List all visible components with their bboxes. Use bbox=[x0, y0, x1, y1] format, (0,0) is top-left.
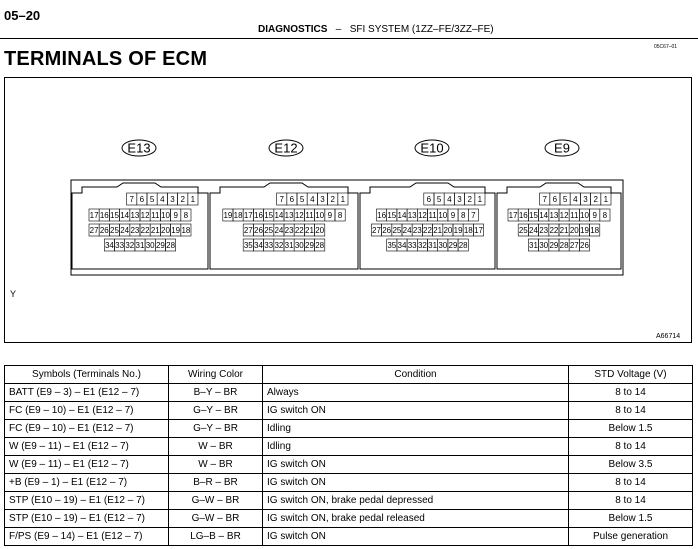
terminal-pin-number: 22 bbox=[140, 226, 150, 235]
terminal-pin-number: 27 bbox=[569, 241, 579, 250]
terminal-pin-number: 32 bbox=[274, 241, 284, 250]
terminal-pin-number: 30 bbox=[539, 241, 549, 250]
wiring-color-cell: B–R – BR bbox=[169, 474, 263, 492]
terminal-symbol-cell: STP (E10 – 19) – E1 (E12 – 7) bbox=[5, 510, 169, 528]
terminal-pin-number: 28 bbox=[458, 241, 468, 250]
condition-cell: Idling bbox=[263, 420, 569, 438]
terminal-pin-number: 12 bbox=[559, 211, 569, 220]
terminal-pin-number: 20 bbox=[443, 226, 453, 235]
terminal-pin-number: 22 bbox=[549, 226, 559, 235]
connector-label: E10 bbox=[420, 140, 444, 156]
terminal-pin-number: 28 bbox=[315, 241, 325, 250]
std-voltage-cell: Below 3.5 bbox=[569, 456, 693, 474]
terminal-pin-number: 21 bbox=[305, 226, 314, 235]
std-voltage-cell: 8 to 14 bbox=[569, 402, 693, 420]
terminal-pin-number: 17 bbox=[243, 211, 253, 220]
terminal-pin-number: 13 bbox=[130, 211, 140, 220]
figure-code: 05C67–01 bbox=[654, 44, 678, 50]
col-header-voltage: STD Voltage (V) bbox=[569, 366, 693, 384]
condition-cell: IG switch ON, brake pedal depressed bbox=[263, 492, 569, 510]
terminal-pin-number: 2 bbox=[180, 195, 185, 204]
terminal-pin-number: 7 bbox=[129, 195, 134, 204]
terminal-pin-number: 25 bbox=[110, 226, 119, 235]
terminal-pin-number: 29 bbox=[305, 241, 314, 250]
terminal-pin-number: 15 bbox=[264, 211, 274, 220]
wiring-color-cell: G–W – BR bbox=[169, 492, 263, 510]
terminal-pin-number: 28 bbox=[559, 241, 569, 250]
terminal-pin-number: 18 bbox=[181, 226, 191, 235]
std-voltage-cell: Pulse generation bbox=[569, 528, 693, 546]
terminal-pin-number: 34 bbox=[397, 241, 407, 250]
terminal-pin-number: 16 bbox=[254, 211, 263, 220]
terminal-pin-number: 15 bbox=[529, 211, 538, 220]
terminal-pin-number: 18 bbox=[590, 226, 600, 235]
terminal-pin-number: 16 bbox=[99, 211, 109, 220]
terminal-pin-number: 9 bbox=[450, 211, 456, 220]
connector-label: E13 bbox=[127, 140, 151, 156]
col-header-wiring: Wiring Color bbox=[169, 366, 263, 384]
section-header bbox=[258, 24, 494, 35]
terminal-pin-number: 26 bbox=[254, 226, 263, 235]
terminal-pin-number: 3 bbox=[320, 195, 325, 204]
terminal-pin-number: 29 bbox=[448, 241, 458, 250]
terminal-pin-number: 10 bbox=[580, 211, 589, 220]
terminal-pin-number: 6 bbox=[289, 195, 295, 204]
terminal-pin-number: 17 bbox=[474, 226, 483, 235]
table-row bbox=[5, 528, 693, 546]
terminal-pin-number: 8 bbox=[602, 211, 608, 220]
terminal-pin-number: 14 bbox=[120, 211, 130, 220]
terminal-pin-number: 24 bbox=[120, 226, 130, 235]
terminal-pin-number: 4 bbox=[573, 195, 578, 204]
terminal-symbol-cell: BATT (E9 – 3) – E1 (E12 – 7) bbox=[5, 384, 169, 402]
diagram-side-label: Y bbox=[10, 289, 17, 299]
terminal-pin-number: 27 bbox=[372, 226, 381, 235]
wiring-color-cell: G–W – BR bbox=[169, 510, 263, 528]
terminal-pin-number: 26 bbox=[382, 226, 392, 235]
terminal-pin-number: 16 bbox=[377, 211, 387, 220]
terminal-pin-number: 27 bbox=[89, 226, 99, 235]
terminal-pin-number: 10 bbox=[315, 211, 325, 220]
terminal-pin-number: 2 bbox=[330, 195, 335, 204]
ecm-connectors-figure bbox=[5, 78, 691, 342]
terminal-pin-number: 1 bbox=[190, 195, 196, 204]
table-row bbox=[5, 438, 693, 456]
terminal-pin-number: 10 bbox=[161, 211, 170, 220]
terminal-pin-number: 34 bbox=[254, 241, 263, 250]
terminal-pin-number: 31 bbox=[428, 241, 438, 250]
terminal-pin-number: 32 bbox=[417, 241, 427, 250]
wiring-color-cell: G–Y – BR bbox=[169, 402, 263, 420]
condition-cell: IG switch ON bbox=[263, 474, 569, 492]
terminal-pin-number: 4 bbox=[310, 195, 315, 204]
terminal-pin-number: 28 bbox=[166, 241, 176, 250]
table-row bbox=[5, 456, 693, 474]
connector-e12 bbox=[210, 140, 358, 269]
terminal-pin-number: 3 bbox=[170, 195, 175, 204]
condition-cell: Idling bbox=[263, 438, 569, 456]
col-header-condition: Condition bbox=[263, 366, 569, 384]
terminal-pin-number: 4 bbox=[447, 195, 452, 204]
terminal-pin-number: 3 bbox=[583, 195, 588, 204]
terminal-pin-number: 5 bbox=[436, 195, 442, 204]
terminal-pin-number: 13 bbox=[284, 211, 294, 220]
condition-cell: IG switch ON, brake pedal released bbox=[263, 510, 569, 528]
page-number: 05–20 bbox=[4, 8, 41, 23]
terminal-pin-number: 20 bbox=[161, 226, 170, 235]
terminal-symbol-cell: F/PS (E9 – 14) – E1 (E12 – 7) bbox=[5, 528, 169, 546]
wiring-color-cell: W – BR bbox=[169, 456, 263, 474]
terminal-pin-number: 35 bbox=[243, 241, 253, 250]
terminal-pin-number: 21 bbox=[559, 226, 569, 235]
terminal-pin-number: 11 bbox=[428, 211, 437, 220]
terminal-pin-number: 20 bbox=[315, 226, 325, 235]
connector-e13 bbox=[72, 140, 208, 269]
terminal-pin-number: 24 bbox=[274, 226, 284, 235]
terminal-pin-number: 23 bbox=[412, 226, 422, 235]
terminal-symbol-cell: W (E9 – 11) – E1 (E12 – 7) bbox=[5, 438, 169, 456]
terminal-voltage-table bbox=[4, 365, 693, 546]
terminal-pin-number: 8 bbox=[183, 211, 189, 220]
terminal-pin-number: 13 bbox=[407, 211, 417, 220]
terminal-pin-number: 8 bbox=[337, 211, 343, 220]
terminal-pin-number: 31 bbox=[529, 241, 538, 250]
table-row bbox=[5, 492, 693, 510]
terminal-pin-number: 1 bbox=[603, 195, 609, 204]
header-dash: – bbox=[335, 24, 342, 35]
terminal-pin-number: 7 bbox=[279, 195, 284, 204]
terminal-pin-number: 2 bbox=[467, 195, 472, 204]
condition-cell: IG switch ON bbox=[263, 456, 569, 474]
terminal-pin-number: 4 bbox=[160, 195, 165, 204]
terminal-pin-number: 21 bbox=[150, 226, 160, 235]
terminal-pin-number: 2 bbox=[593, 195, 598, 204]
terminal-pin-number: 25 bbox=[264, 226, 274, 235]
terminal-pin-number: 30 bbox=[145, 241, 155, 250]
connector-diagram bbox=[4, 77, 692, 343]
wiring-color-cell: B–Y – BR bbox=[169, 384, 263, 402]
table-row bbox=[5, 474, 693, 492]
std-voltage-cell: Below 1.5 bbox=[569, 420, 693, 438]
terminal-symbol-cell: FC (E9 – 10) – E1 (E12 – 7) bbox=[5, 420, 169, 438]
terminal-pin-number: 12 bbox=[417, 211, 427, 220]
terminal-pin-number: 19 bbox=[580, 226, 589, 235]
terminal-pin-number: 9 bbox=[592, 211, 597, 220]
table-row bbox=[5, 402, 693, 420]
terminal-pin-number: 6 bbox=[139, 195, 145, 204]
terminal-pin-number: 15 bbox=[110, 211, 119, 220]
terminal-pin-number: 3 bbox=[457, 195, 462, 204]
terminal-pin-number: 34 bbox=[104, 241, 114, 250]
connector-e9 bbox=[497, 140, 621, 269]
terminal-pin-number: 31 bbox=[284, 241, 294, 250]
terminal-pin-number: 32 bbox=[125, 241, 135, 250]
terminal-pin-number: 20 bbox=[569, 226, 579, 235]
terminal-pin-number: 29 bbox=[155, 241, 165, 250]
terminal-pin-number: 14 bbox=[274, 211, 284, 220]
condition-cell: IG switch ON bbox=[263, 402, 569, 420]
wiring-color-cell: W – BR bbox=[169, 438, 263, 456]
system-name: SFI SYSTEM (1ZZ–FE/3ZZ–FE) bbox=[349, 24, 494, 35]
terminal-pin-number: 11 bbox=[305, 211, 314, 220]
terminal-pin-number: 9 bbox=[173, 211, 178, 220]
terminal-pin-number: 14 bbox=[539, 211, 549, 220]
terminal-pin-number: 15 bbox=[387, 211, 397, 220]
std-voltage-cell: 8 to 14 bbox=[569, 438, 693, 456]
terminal-pin-number: 9 bbox=[327, 211, 333, 220]
figure-id: A66714 bbox=[656, 333, 681, 340]
terminal-pin-number: 23 bbox=[539, 226, 549, 235]
wiring-color-cell: LG–B – BR bbox=[169, 528, 263, 546]
std-voltage-cell: 8 to 14 bbox=[569, 474, 693, 492]
terminal-symbol-cell: STP (E10 – 19) – E1 (E12 – 7) bbox=[5, 492, 169, 510]
terminal-pin-number: 18 bbox=[463, 226, 473, 235]
terminal-pin-number: 25 bbox=[518, 226, 528, 235]
terminal-pin-number: 27 bbox=[243, 226, 253, 235]
terminal-pin-number: 33 bbox=[407, 241, 417, 250]
terminal-pin-number: 21 bbox=[433, 226, 443, 235]
terminal-pin-number: 22 bbox=[294, 226, 304, 235]
terminal-pin-number: 18 bbox=[233, 211, 243, 220]
terminal-pin-number: 25 bbox=[392, 226, 402, 235]
page-title: TERMINALS OF ECM bbox=[4, 48, 208, 70]
col-header-symbols: Symbols (Terminals No.) bbox=[5, 366, 169, 384]
terminal-pin-number: 30 bbox=[438, 241, 448, 250]
terminal-pin-number: 19 bbox=[453, 226, 463, 235]
terminal-pin-number: 1 bbox=[340, 195, 346, 204]
connector-e10 bbox=[360, 140, 495, 269]
terminal-pin-number: 11 bbox=[151, 211, 160, 220]
terminal-pin-number: 33 bbox=[115, 241, 125, 250]
terminal-pin-number: 7 bbox=[542, 195, 547, 204]
terminal-pin-number: 35 bbox=[387, 241, 397, 250]
std-voltage-cell: 8 to 14 bbox=[569, 492, 693, 510]
terminal-pin-number: 5 bbox=[149, 195, 155, 204]
table-row bbox=[5, 420, 693, 438]
terminal-pin-number: 22 bbox=[423, 226, 432, 235]
table-row bbox=[5, 384, 693, 402]
terminal-pin-number: 24 bbox=[402, 226, 412, 235]
connector-label: E12 bbox=[274, 140, 298, 156]
terminal-pin-number: 24 bbox=[529, 226, 538, 235]
terminal-pin-number: 17 bbox=[508, 211, 518, 220]
terminal-pin-number: 10 bbox=[438, 211, 448, 220]
terminal-pin-number: 29 bbox=[549, 241, 559, 250]
terminal-pin-number: 5 bbox=[562, 195, 568, 204]
terminal-pin-number: 6 bbox=[552, 195, 558, 204]
terminal-symbol-cell: FC (E9 – 10) – E1 (E12 – 7) bbox=[5, 402, 169, 420]
terminal-pin-number: 12 bbox=[294, 211, 304, 220]
header-rule bbox=[0, 38, 698, 39]
terminal-pin-number: 5 bbox=[299, 195, 305, 204]
terminal-pin-number: 30 bbox=[294, 241, 304, 250]
condition-cell: Always bbox=[263, 384, 569, 402]
terminal-pin-number: 8 bbox=[460, 211, 466, 220]
terminal-pin-number: 17 bbox=[89, 211, 99, 220]
terminal-pin-number: 16 bbox=[518, 211, 528, 220]
table-row bbox=[5, 510, 693, 528]
terminal-pin-number: 6 bbox=[426, 195, 432, 204]
terminal-pin-number: 26 bbox=[99, 226, 109, 235]
section-name: DIAGNOSTICS bbox=[258, 24, 328, 35]
terminal-pin-number: 14 bbox=[397, 211, 407, 220]
terminal-pin-number: 13 bbox=[549, 211, 559, 220]
terminal-pin-number: 7 bbox=[471, 211, 476, 220]
terminal-pin-number: 11 bbox=[570, 211, 579, 220]
std-voltage-cell: 8 to 14 bbox=[569, 384, 693, 402]
condition-cell: IG switch ON bbox=[263, 528, 569, 546]
table-header-row bbox=[5, 366, 693, 384]
std-voltage-cell: Below 1.5 bbox=[569, 510, 693, 528]
terminal-pin-number: 19 bbox=[171, 226, 181, 235]
terminal-pin-number: 1 bbox=[477, 195, 483, 204]
terminal-symbol-cell: +B (E9 – 1) – E1 (E12 – 7) bbox=[5, 474, 169, 492]
terminal-pin-number: 23 bbox=[284, 226, 294, 235]
terminal-symbol-cell: W (E9 – 11) – E1 (E12 – 7) bbox=[5, 456, 169, 474]
terminal-pin-number: 12 bbox=[140, 211, 150, 220]
terminal-pin-number: 26 bbox=[580, 241, 589, 250]
terminal-pin-number: 19 bbox=[223, 211, 233, 220]
terminal-pin-number: 23 bbox=[130, 226, 140, 235]
terminal-pin-number: 33 bbox=[264, 241, 274, 250]
terminal-pin-number: 31 bbox=[135, 241, 145, 250]
connector-label: E9 bbox=[554, 140, 570, 156]
wiring-color-cell: G–Y – BR bbox=[169, 420, 263, 438]
